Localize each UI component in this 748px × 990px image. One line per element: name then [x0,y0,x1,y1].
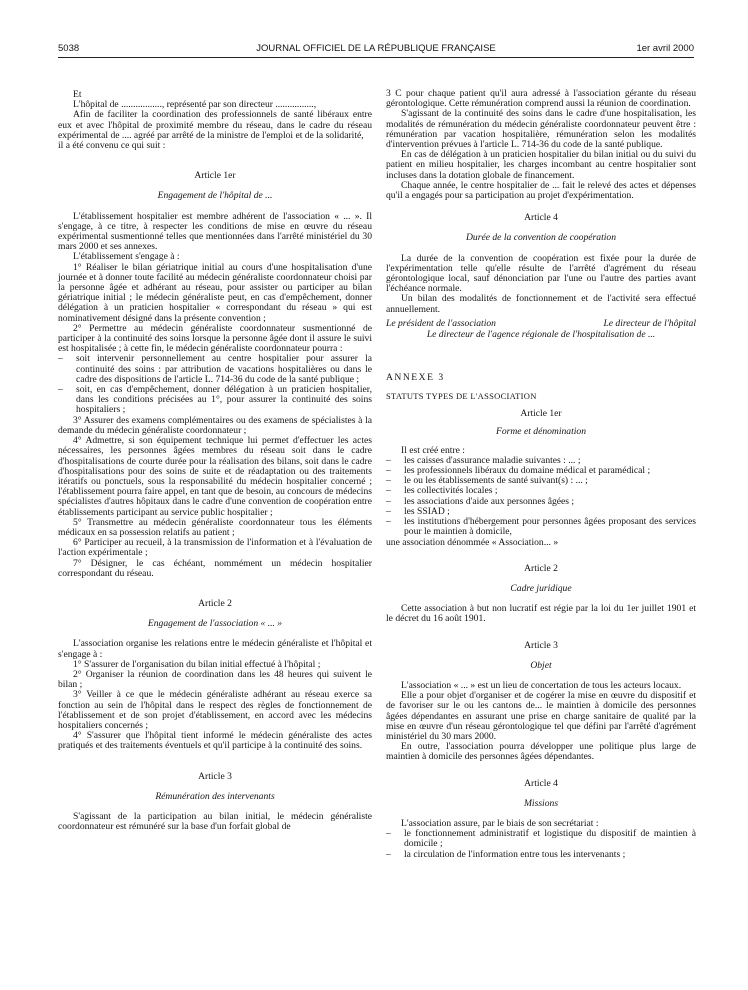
article-subheading: Rémunération des intervenants [155,790,275,802]
list-item: – le fonctionnement administratif et logistique du dispositif de maintien à domicile ; [386,829,696,849]
article-heading: Article 2 [524,562,558,574]
paragraph: 1° Réaliser le bilan gériatrique initial au cours d'une hospitalisation d'une journée et à donner toute facilité au médecin généraliste coordonnateur choisi par la personne âgée et adhérant au réseau, pour assister ou participer au bilan gériatrique initial ; le médecin généraliste peut, en cas d'empêchement, donner délégation à un praticien hospitalier « correspondant du réseau » qui est nominativement désigné dans la présente convention ; [58,261,372,324]
signatory-hospital: Le directeur de l'hôpital [603,317,696,329]
list-item: – les institutions d'hébergement pour personnes âgées proposant des services pour le maintien à domicile, [386,517,696,537]
list-item: – la circulation de l'information entre tous les intervenants ; [386,850,696,860]
list-item: – soit intervenir personnellement au centre hospitalier pour assurer la continuité des soins : par attribution de vacations hospitalières ou dans le cadre des dispositions de l'article L. 714-36 du code de la santé publique ; [58,354,372,385]
paragraph: Cette association à but non lucratif est régie par la loi du 1er juillet 1901 et le décret du 16 août 1901. [386,603,696,625]
list-item: – les professionnels libéraux du domaine médical et paramédical ; [386,466,696,476]
paragraph: L'association assure, par le biais de son secrétariat : [401,817,599,829]
paragraph: 4° Admettre, si son équipement technique lui permet d'effectuer les actes nécessaires, les personnes âgées membres du réseau soit dans le cadre d'hospitalisations de courte durée pour la réalisation des bilans, soit dans le cadre d'hospitalisations pour des soins de suite et de réadaptation ou des traitements itératifs ou ponctuels, sous la responsabilité du médecin hospitalier concerné ; l'établissement pourra faire appel, en tant que de besoin, au concours de médecins spécialistes d'autres hôpitaux dans le cadre d'une convention de coopération entre établissements participant au service public hospitalier ; [58,435,372,518]
annex-subtitle: STATUTS TYPES DE L'ASSOCIATION [386,391,537,402]
paragraph: L'association « ... » est un lieu de concertation de tous les acteurs locaux. [401,679,682,691]
paragraph: Chaque année, le centre hospitalier de ... fait le relevé des actes et dépenses qu'il a engagés pour sa participation au projet d'expérimentation. [386,179,696,202]
journal-title: JOURNAL OFFICIEL DE LA RÉPUBLIQUE FRANÇAISE [256,43,496,54]
article-subheading: Objet [530,659,552,671]
article-subheading: Forme et dénomination [495,426,587,438]
paragraph: 3° Assurer des examens complémentaires ou des examens de spécialistes à la demande du médecin généraliste coordonnateur ; [58,414,372,436]
issue-date: 1er avril 2000 [636,43,694,54]
header-rule [58,57,694,58]
paragraph: L'hôpital de ................., représenté par son directeur ................, [73,99,317,111]
paragraph: L'établissement hospitalier est membre adhérent de l'association « ... ». Il s'engage, à ce titre, à respecter les conditions de mise en œuvre du réseau expérimental susmentionné telles que mentionnées dans l'arrêté ministériel du 30 mars 2000 et ses annexes. [58,210,372,253]
bullet-list [58,354,372,415]
page-header [58,43,694,57]
paragraph: 6° Participer au recueil, à la transmission de l'information et à l'évaluation de l'action expérimentale ; [58,537,372,559]
list-item: – le ou les établissements de santé suivant(s) : ... ; [386,476,696,486]
paragraph: 4° S'assurer que l'hôpital tient informé le médecin généraliste des actes pratiqués et des traitements éventuels et qu'il participe à la continuité des soins. [58,730,372,752]
bullet-list [386,829,696,860]
paragraph: Et [73,89,82,100]
paragraph: 5° Transmettre au médecin généraliste coordonnateur tous les éléments médicaux en sa possession relatifs au patient ; [58,516,372,538]
paragraph: Afin de faciliter la coordination des professionnels de santé libéraux entre eux et avec l'hôpital de proximité membre du réseau, dans le cadre du réseau expérimental de .... agréé par arrêté de la ministre de l'emploi et de la solidarité, [58,109,372,141]
article-subheading: Missions [523,797,559,809]
article-heading: Article 4 [524,777,558,789]
paragraph: une association dénommée « Association... » [386,536,559,548]
signatory-agency: Le directeur de l'agence régionale de l'hospitalisation de ... [426,328,656,340]
paragraph: 3° Veiller à ce que le médecin généraliste adhérant au réseau exerce sa fonction au sein de l'hôpital dans le respect des règles de fonctionnement de l'établissement et de son projet d'établissement, en accord avec les médecins hospitaliers concernés ; [58,689,372,731]
left-column [58,90,372,832]
paragraph: S'agissant de la participation au bilan initial, le médecin généraliste coordonnateur est rémunéré sur la base d'un forfait global de [58,810,372,833]
paragraph: 3 C pour chaque patient qu'il aura adressé à l'association gérante du réseau gérontologique. Cette rémunération comprend aussi la réunion de coordination. [386,88,696,110]
paragraph: En outre, l'association pourra développer une politique plus large de maintien à domicile des personnes âgées dépendantes. [386,741,696,763]
paragraph: 1° S'assurer de l'organisation du bilan initial effectué à l'hôpital ; [73,658,321,670]
list-item: – soit, en cas d'empêchement, donner délégation à un praticien hospitalier, dans les conditions précisées au 1°, pour assurer la continuité des soins hospitaliers ; [58,385,372,416]
article-heading: Article 3 [198,770,232,782]
article-subheading: Engagement de l'association « ... » [147,618,283,630]
article-subheading: Durée de la convention de coopération [466,232,616,244]
list-item: – les associations d'aide aux personnes âgées ; [386,497,696,507]
signatory-association: Le président de l'association [386,317,496,329]
paragraph: il a été convenu ce qui suit : [58,140,166,152]
article-heading: Article 1er [520,408,562,420]
paragraph: 2° Permettre au médecin généraliste coordonnateur susmentionné de participer à la continuité des soins lorsque la personne âgée dont il assure le suivi est hospitalisée ; à cette fin, le médecin généraliste coordonnateur pourra : [58,322,372,355]
list-item: – les collectivités locales ; [386,486,696,496]
paragraph: L'établissement s'engage à : [73,251,180,263]
article-heading: Article 4 [524,212,558,224]
article-heading: Article 3 [524,639,558,651]
paragraph: 2° Organiser la réunion de coordination dans les 48 heures qui suivent le bilan ; [58,668,372,691]
list-item: – les caisses d'assurance maladie suivantes : ... ; [386,456,696,466]
paragraph: S'agissant de la continuité des soins dans le cadre d'une hospitalisation, les modalités de rémunération du médecin généraliste coordonnateur peuvent être : rémunération par vacation hospitalière, rémunération selon les modalités d'intervention prévues à l'article L. 714-36 du code de la santé publique. [386,108,696,151]
bullet-list [386,456,696,538]
paragraph: Il est créé entre : [401,444,465,456]
signature-block [386,319,696,353]
article-subheading: Cadre juridique [510,582,572,594]
article-heading: Article 2 [198,597,232,609]
annex-title: ANNEXE 3 [386,371,445,383]
paragraph: Un bilan des modalités de fonctionnement et de l'activité sera effectué annuellement. [386,293,696,315]
page-number: 5038 [58,43,80,54]
article-subheading: Engagement de l'hôpital de ... [157,190,273,202]
paragraph: En cas de délégation à un praticien hospitalier du bilan initial ou du suivi du patient en milieu hospitalier, les charges incombant au centre hospitalier sont incluses dans la dotation globale de financement. [386,149,696,181]
paragraph: Elle a pour objet d'organiser et de cogérer la mise en œuvre du dispositif et de favoriser sur le ou les cantons de... le maintien à domicile des personnes âgées dépendantes en assurant une prise en charge sanitaire de qualité par la mise en œuvre d'un réseau gérontologique tel que défini par l'arrêté d'agrément ministériel du 30 mars 2000. [386,690,696,742]
right-column [386,89,696,860]
paragraph: L'association organise les relations entre le médecin généraliste et l'hôpital et s'engage à : [58,638,372,660]
article-heading: Article 1er [194,170,236,182]
paragraph: La durée de la convention de coopération est fixée pour la durée de l'expérimentation telle qu'elle résulte de l'arrêté d'agrément du réseau gérontologique local, sauf dénonciation par l'une ou l'autre des parties avant l'échéance normale. [386,252,696,295]
paragraph: 7° Désigner, le cas échéant, nommément un médecin hospitalier correspondant du réseau. [58,557,372,579]
list-item: – les SSIAD ; [386,507,696,517]
